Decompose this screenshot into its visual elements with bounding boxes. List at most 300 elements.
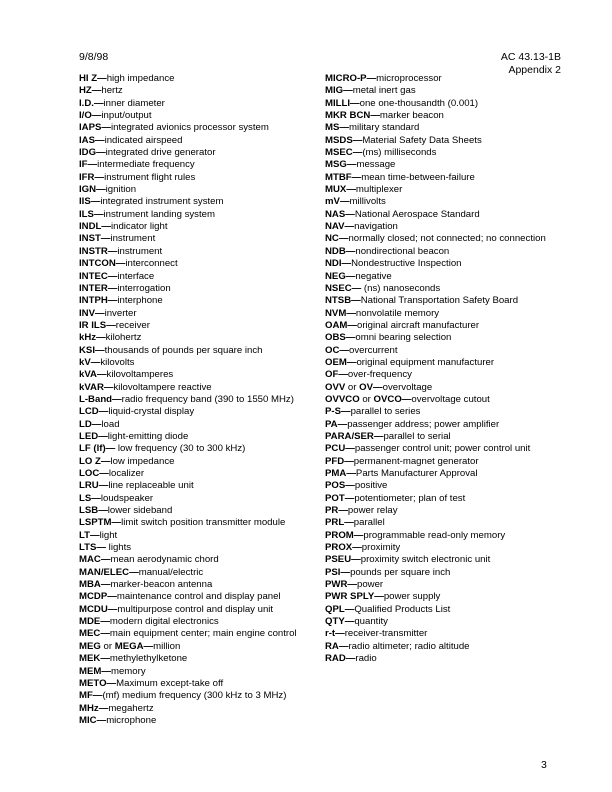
- em-dash: —: [351, 295, 361, 307]
- abbreviation-term: IR ILS: [79, 319, 107, 331]
- em-dash: —: [335, 628, 345, 640]
- abbreviation-entry: [325, 369, 565, 381]
- abbreviation-entry: [325, 159, 565, 171]
- abbreviation-term: LRU: [79, 480, 99, 492]
- abbreviation-term: LOC: [79, 468, 100, 479]
- abbreviation-term: MBA: [79, 579, 101, 591]
- abbreviation-term: MIG: [325, 85, 344, 97]
- em-dash: —: [345, 245, 356, 257]
- abbreviation-term: NTSB: [325, 295, 352, 307]
- abbreviation-definition: mean aerodynamic chord: [110, 554, 219, 566]
- abbreviation-term: MAC: [79, 554, 101, 566]
- abbreviation-definition: radio: [355, 653, 377, 665]
- em-dash: —: [107, 282, 118, 294]
- abbreviation-term: PROX: [325, 542, 353, 554]
- abbreviation-term: LTS: [79, 542, 97, 554]
- abbreviation-entry: [325, 196, 565, 208]
- abbreviation-definition: negative: [355, 270, 392, 282]
- em-dash: —: [351, 282, 362, 294]
- abbreviation-entry: [79, 320, 324, 332]
- abbreviation-term: IF: [79, 159, 88, 171]
- abbreviation-entry: [79, 357, 324, 369]
- abbreviation-term: PMA: [325, 468, 347, 479]
- abbreviation-definition: maintenance control and display panel: [116, 591, 281, 603]
- abbreviation-entry: [325, 209, 565, 221]
- abbreviation-definition: integrated avionics processor system: [111, 122, 269, 134]
- abbreviation-entry: [325, 653, 565, 665]
- abbreviation-definition: passenger control unit; power control unit: [354, 443, 531, 455]
- abbreviation-term: METO: [79, 677, 107, 689]
- em-dash: —: [346, 468, 356, 479]
- abbreviation-term: MS: [325, 122, 340, 134]
- header-doc-number: AC 43.13-1B: [500, 51, 561, 63]
- em-dash: —: [90, 529, 100, 541]
- em-dash: —: [98, 406, 109, 418]
- abbreviation-entry: [325, 431, 565, 443]
- em-dash: —: [105, 443, 116, 455]
- abbreviation-entry: [325, 505, 565, 517]
- abbreviation-joiner: or: [359, 393, 374, 405]
- abbreviation-definition: modern digital electronics: [109, 616, 219, 628]
- abbreviation-entry: [79, 196, 324, 208]
- abbreviation-definition: instrument: [110, 233, 156, 245]
- abbreviation-entry: [79, 73, 324, 85]
- em-dash: —: [346, 356, 357, 368]
- em-dash: —: [339, 196, 350, 208]
- abbreviation-entry: [325, 172, 565, 184]
- abbreviation-term-alt: OVCO: [373, 393, 402, 405]
- em-dash: —: [338, 369, 348, 381]
- abbreviation-term: NDI: [325, 258, 342, 270]
- em-dash: —: [401, 393, 412, 405]
- abbreviation-term: L-Band: [79, 393, 113, 405]
- abbreviation-term: LT: [79, 529, 91, 541]
- abbreviation-definition: receiver: [115, 319, 150, 331]
- abbreviation-entry: [325, 271, 565, 283]
- abbreviation-term: IDG: [79, 147, 97, 159]
- abbreviation-entry: [325, 591, 565, 603]
- abbreviation-entry: [325, 295, 565, 307]
- abbreviation-definition: liquid-crystal display: [108, 406, 195, 418]
- abbreviation-term: I/O: [79, 110, 92, 122]
- em-dash: —: [96, 332, 106, 344]
- em-dash: —: [92, 690, 103, 702]
- abbreviation-entry: [79, 369, 324, 381]
- em-dash: —: [346, 184, 356, 196]
- abbreviation-entry: [79, 517, 324, 529]
- abbreviation-definition: instrument flight rules: [104, 171, 196, 183]
- abbreviation-term: MCDP: [79, 591, 108, 603]
- em-dash: —: [346, 159, 357, 171]
- abbreviation-term: MICRO-P: [325, 73, 367, 84]
- abbreviation-entry: [79, 85, 324, 97]
- em-dash: —: [345, 480, 355, 492]
- em-dash: —: [96, 714, 107, 726]
- abbreviation-definition: parallel to serial: [383, 430, 451, 442]
- abbreviation-definition: proximity switch electronic unit: [360, 554, 491, 566]
- abbreviation-definition: millivolts: [349, 196, 386, 208]
- abbreviation-term: MEG: [79, 640, 101, 652]
- abbreviation-term: MEC: [79, 628, 101, 640]
- abbreviation-definition: (mf) medium frequency (300 kHz to 3 MHz): [102, 690, 287, 702]
- abbreviation-definition: overvoltage: [382, 381, 433, 393]
- abbreviation-term: KSI: [79, 344, 95, 356]
- abbreviation-entry: [79, 122, 324, 134]
- abbreviation-entry: [79, 690, 324, 702]
- abbreviation-entry: [79, 382, 324, 394]
- abbreviation-term: NAS: [325, 208, 346, 220]
- abbreviation-definition: omni bearing selection: [355, 332, 452, 344]
- em-dash: —: [100, 616, 110, 628]
- abbreviation-term: LSPTM: [79, 517, 112, 529]
- em-dash: —: [353, 529, 364, 541]
- abbreviation-term: PARA/SER: [325, 430, 374, 442]
- page-number: 3: [541, 759, 547, 771]
- em-dash: —: [91, 85, 102, 97]
- abbreviation-term: PR: [325, 505, 339, 517]
- abbreviation-definition: navigation: [354, 221, 398, 233]
- abbreviation-term: PSI: [325, 566, 341, 578]
- em-dash: —: [100, 653, 110, 665]
- abbreviation-definition: interrogation: [117, 282, 171, 294]
- abbreviation-entry: [325, 221, 565, 233]
- abbreviation-definition: original aircraft manufacturer: [356, 319, 480, 331]
- abbreviation-term: OF: [325, 369, 339, 381]
- em-dash: —: [341, 406, 351, 418]
- abbreviation-entry: [79, 184, 324, 196]
- abbreviation-definition: mean time-between-failure: [361, 171, 475, 183]
- abbreviation-entry: [79, 604, 324, 616]
- abbreviation-definition: radio frequency band (390 to 1550 MHz): [121, 393, 294, 405]
- abbreviation-definition: kilovoltampere reactive: [113, 381, 212, 393]
- abbreviation-definition: indicator light: [110, 221, 168, 233]
- abbreviation-term: IFR: [79, 171, 95, 183]
- header-appendix: Appendix 2: [508, 64, 561, 76]
- em-dash: —: [107, 603, 118, 615]
- abbreviation-definition: loudspeaker: [100, 492, 154, 504]
- abbreviation-definition: message: [356, 159, 396, 171]
- em-dash: —: [91, 418, 102, 430]
- em-dash: —: [100, 554, 111, 566]
- abbreviation-term: MCDU: [79, 603, 108, 615]
- em-dash: —: [338, 233, 349, 245]
- abbreviation-term: PROM: [325, 529, 354, 541]
- abbreviation-definition: microphone: [106, 714, 157, 726]
- abbreviation-definition: line replaceable unit: [108, 480, 194, 492]
- em-dash: —: [338, 505, 348, 517]
- abbreviation-entry: [79, 246, 324, 258]
- abbreviation-term: INTCON: [79, 258, 116, 270]
- abbreviation-entry: [79, 443, 324, 455]
- em-dash: —: [345, 332, 356, 344]
- abbreviation-term: QPL: [325, 603, 345, 615]
- abbreviation-entry: [325, 456, 565, 468]
- abbreviation-term: NC: [325, 233, 339, 245]
- em-dash: —: [341, 258, 352, 270]
- abbreviation-definition: thousands of pounds per square inch: [104, 344, 263, 356]
- abbreviation-entry: [79, 295, 324, 307]
- abbreviation-entry: [79, 172, 324, 184]
- abbreviation-definition: (ms) milliseconds: [362, 147, 437, 159]
- em-dash: —: [343, 85, 353, 97]
- em-dash: —: [95, 307, 105, 319]
- abbreviation-entry: [79, 345, 324, 357]
- abbreviation-entry: [325, 85, 565, 97]
- abbreviation-entry: [79, 715, 324, 727]
- abbreviation-term: QTY: [325, 616, 345, 628]
- abbreviation-term: kVAR: [79, 381, 104, 393]
- abbreviation-term: IAPS: [79, 122, 102, 134]
- abbreviation-term: PRL: [325, 517, 345, 529]
- abbreviation-entry: [325, 110, 565, 122]
- abbreviation-term: PWR SPLY: [325, 591, 375, 603]
- abbreviation-term-alt: OV: [359, 381, 374, 393]
- abbreviation-definition: original equipment manufacturer: [356, 356, 495, 368]
- em-dash: —: [100, 455, 111, 467]
- em-dash: —: [91, 110, 102, 122]
- em-dash: —: [100, 579, 111, 591]
- abbreviation-entry: [79, 493, 324, 505]
- abbreviation-joiner: or: [100, 640, 115, 652]
- em-dash: —: [344, 221, 355, 233]
- abbreviation-definition: marker-beacon antenna: [110, 579, 213, 591]
- abbreviation-definition: inner diameter: [103, 97, 165, 109]
- abbreviation-definition: light-emitting diode: [107, 430, 189, 442]
- em-dash: —: [340, 566, 351, 578]
- em-dash: —: [111, 517, 122, 529]
- abbreviation-definition: inverter: [104, 307, 137, 319]
- em-dash: —: [344, 492, 355, 504]
- abbreviation-definition: passenger address; power amplifier: [347, 418, 500, 430]
- em-dash: —: [374, 591, 384, 603]
- abbreviation-term: MF: [79, 690, 93, 702]
- abbreviation-definition: kilovoltamperes: [106, 369, 174, 381]
- abbreviation-definition: multipurpose control and display unit: [117, 603, 274, 615]
- abbreviation-entry: [79, 678, 324, 690]
- abbreviation-entry: [325, 406, 565, 418]
- abbreviation-entry: [325, 493, 565, 505]
- abbreviation-term: OC: [325, 344, 340, 356]
- abbreviation-term: OVV: [325, 381, 346, 393]
- abbreviation-entry: [79, 505, 324, 517]
- abbreviation-definition: indicated airspeed: [104, 134, 183, 146]
- abbreviation-definition: proximity: [361, 542, 401, 554]
- abbreviation-term: MDE: [79, 616, 101, 628]
- em-dash: —: [338, 640, 349, 652]
- em-dash: —: [345, 208, 355, 220]
- abbreviation-entry: [325, 135, 565, 147]
- abbreviation-entry: [79, 616, 324, 628]
- abbreviation-entry: [325, 382, 565, 394]
- abbreviation-term: POT: [325, 492, 345, 504]
- abbreviation-term: PCU: [325, 443, 346, 455]
- em-dash: —: [94, 171, 105, 183]
- abbreviation-definition: National Transportation Safety Board: [360, 295, 519, 307]
- abbreviation-entry: [325, 530, 565, 542]
- abbreviation-definition: Qualified Products List: [354, 603, 451, 615]
- abbreviation-definition: instrument: [117, 245, 163, 257]
- abbreviation-entry: [325, 419, 565, 431]
- abbreviation-term: P-S: [325, 406, 341, 418]
- abbreviation-term: MTBF: [325, 171, 352, 183]
- em-dash: —: [107, 270, 118, 282]
- abbreviation-entry: [325, 308, 565, 320]
- em-dash: —: [97, 73, 107, 84]
- abbreviation-term: LO Z: [79, 455, 101, 467]
- abbreviation-term: mV: [325, 196, 340, 208]
- em-dash: —: [352, 147, 363, 159]
- abbreviation-term: NDB: [325, 245, 346, 257]
- abbreviation-entry: [325, 357, 565, 369]
- abbreviation-entry: [79, 209, 324, 221]
- abbreviation-definition: lower sideband: [107, 505, 173, 517]
- abbreviation-definition: integrated drive generator: [105, 147, 216, 159]
- abbreviation-term: kVA: [79, 369, 97, 381]
- abbreviation-term: NEG: [325, 270, 346, 282]
- abbreviation-term: MEM: [79, 665, 102, 677]
- abbreviation-definition: power: [356, 579, 384, 591]
- em-dash: —: [103, 381, 114, 393]
- em-dash: —: [373, 381, 383, 393]
- abbreviation-entry: [325, 184, 565, 196]
- abbreviation-term: IIS: [79, 196, 91, 208]
- abbreviation-entry: [79, 271, 324, 283]
- abbreviation-entry: [79, 431, 324, 443]
- abbreviation-term: INTER: [79, 282, 108, 294]
- abbreviation-term: IAS: [79, 134, 95, 146]
- abbreviation-term: PA: [325, 418, 338, 430]
- abbreviation-definition: million: [153, 640, 181, 652]
- abbreviation-definition: hertz: [101, 85, 123, 97]
- abbreviation-term: MKR BCN: [325, 110, 371, 122]
- abbreviation-definition: methylethylketone: [109, 653, 188, 665]
- abbreviation-entry: [79, 628, 324, 640]
- abbreviation-term: OAM: [325, 319, 348, 331]
- abbreviation-entry: [325, 122, 565, 134]
- abbreviation-term: INST: [79, 233, 101, 245]
- abbreviation-definition: megahertz: [108, 702, 154, 714]
- abbreviation-definition: limit switch position transmitter module: [121, 517, 286, 529]
- abbreviation-entry: [325, 443, 565, 455]
- abbreviation-definition: multiplexer: [355, 184, 403, 196]
- em-dash: —: [352, 134, 363, 146]
- abbreviation-term: MUX: [325, 184, 347, 196]
- abbreviation-definition: parallel to series: [350, 406, 421, 418]
- abbreviation-definition: integrated instrument system: [100, 196, 224, 208]
- abbreviation-entry: [79, 456, 324, 468]
- abbreviation-entry: [79, 406, 324, 418]
- abbreviation-term: OEM: [325, 356, 347, 368]
- abbreviation-term: IGN: [79, 184, 97, 196]
- em-dash: —: [107, 591, 117, 603]
- abbreviation-entry: [79, 703, 324, 715]
- abbreviation-term: LED: [79, 430, 99, 442]
- abbreviation-definition: marker beacon: [379, 110, 444, 122]
- em-dash: —: [346, 307, 356, 319]
- abbreviation-entry: [79, 468, 324, 480]
- abbreviation-entry: [325, 468, 565, 480]
- abbreviation-entry: [79, 579, 324, 591]
- abbreviation-term: LF (lf): [79, 443, 106, 455]
- em-dash: —: [91, 492, 101, 504]
- abbreviation-definition: high impedance: [106, 73, 175, 84]
- abbreviation-entry: [79, 147, 324, 159]
- abbreviation-definition: positive: [354, 480, 388, 492]
- abbreviation-definition: low frequency (30 to 300 kHz): [115, 443, 246, 455]
- em-dash: —: [112, 393, 122, 405]
- em-dash: —: [129, 566, 139, 578]
- em-dash: —: [347, 579, 357, 591]
- abbreviation-term: OBS: [325, 332, 346, 344]
- abbreviation-entry: [325, 480, 565, 492]
- abbreviation-definition: power relay: [347, 505, 398, 517]
- em-dash: —: [100, 233, 111, 245]
- em-dash: —: [115, 258, 126, 270]
- abbreviation-term: NAV: [325, 221, 345, 233]
- abbreviation-entry: [325, 641, 565, 653]
- em-dash: —: [350, 97, 360, 109]
- abbreviation-definition: kilovolts: [100, 356, 135, 368]
- abbreviation-entry: [325, 258, 565, 270]
- em-dash: —: [101, 122, 111, 134]
- abbreviation-entry: [79, 221, 324, 233]
- abbreviation-term: LCD: [79, 406, 99, 418]
- abbreviation-entry: [79, 653, 324, 665]
- abbreviation-definition: memory: [110, 665, 146, 677]
- abbreviation-entry: [325, 73, 565, 85]
- abbreviation-term: LD: [79, 418, 92, 430]
- em-dash: —: [96, 369, 107, 381]
- abbreviation-entry: [79, 591, 324, 603]
- abbreviation-entry: [325, 98, 565, 110]
- abbreviation-entry: [79, 332, 324, 344]
- abbreviation-entry: [79, 394, 324, 406]
- abbreviation-term: MAN/ELEC: [79, 566, 130, 578]
- em-dash: —: [101, 221, 111, 233]
- abbreviation-term: LS: [79, 492, 92, 504]
- abbreviation-term: MSDS: [325, 134, 353, 146]
- abbreviation-entry: [79, 419, 324, 431]
- abbreviation-definition: low impedance: [110, 455, 175, 467]
- abbreviation-entry: [325, 394, 565, 406]
- abbreviation-definition: Material Safety Data Sheets: [362, 134, 482, 146]
- abbreviation-definition: potentiometer; plan of test: [354, 492, 466, 504]
- abbreviation-term: OVVCO: [325, 393, 360, 405]
- abbreviation-entry: [79, 666, 324, 678]
- abbreviation-entry: [325, 579, 565, 591]
- abbreviation-term: MEK: [79, 653, 101, 665]
- em-dash: —: [95, 344, 105, 356]
- abbreviation-definition: military standard: [348, 122, 420, 134]
- abbreviation-term: HZ: [79, 85, 92, 97]
- em-dash: —: [96, 147, 106, 159]
- abbreviation-term: INSTR: [79, 245, 108, 257]
- abbreviation-entry: [79, 110, 324, 122]
- em-dash: —: [143, 640, 154, 652]
- abbreviation-entry: [325, 628, 565, 640]
- abbreviation-definition: ignition: [105, 184, 137, 196]
- em-dash: —: [344, 616, 355, 628]
- abbreviation-definition: kilohertz: [105, 332, 142, 344]
- abbreviation-definition: National Aerospace Standard: [354, 208, 480, 220]
- header-date: 9/8/98: [79, 51, 109, 63]
- em-dash: —: [345, 443, 355, 455]
- abbreviation-term: RA: [325, 640, 339, 652]
- em-dash: —: [98, 702, 109, 714]
- em-dash: —: [93, 97, 104, 109]
- abbreviation-definition: lights: [106, 542, 132, 554]
- abbreviation-entry: [325, 332, 565, 344]
